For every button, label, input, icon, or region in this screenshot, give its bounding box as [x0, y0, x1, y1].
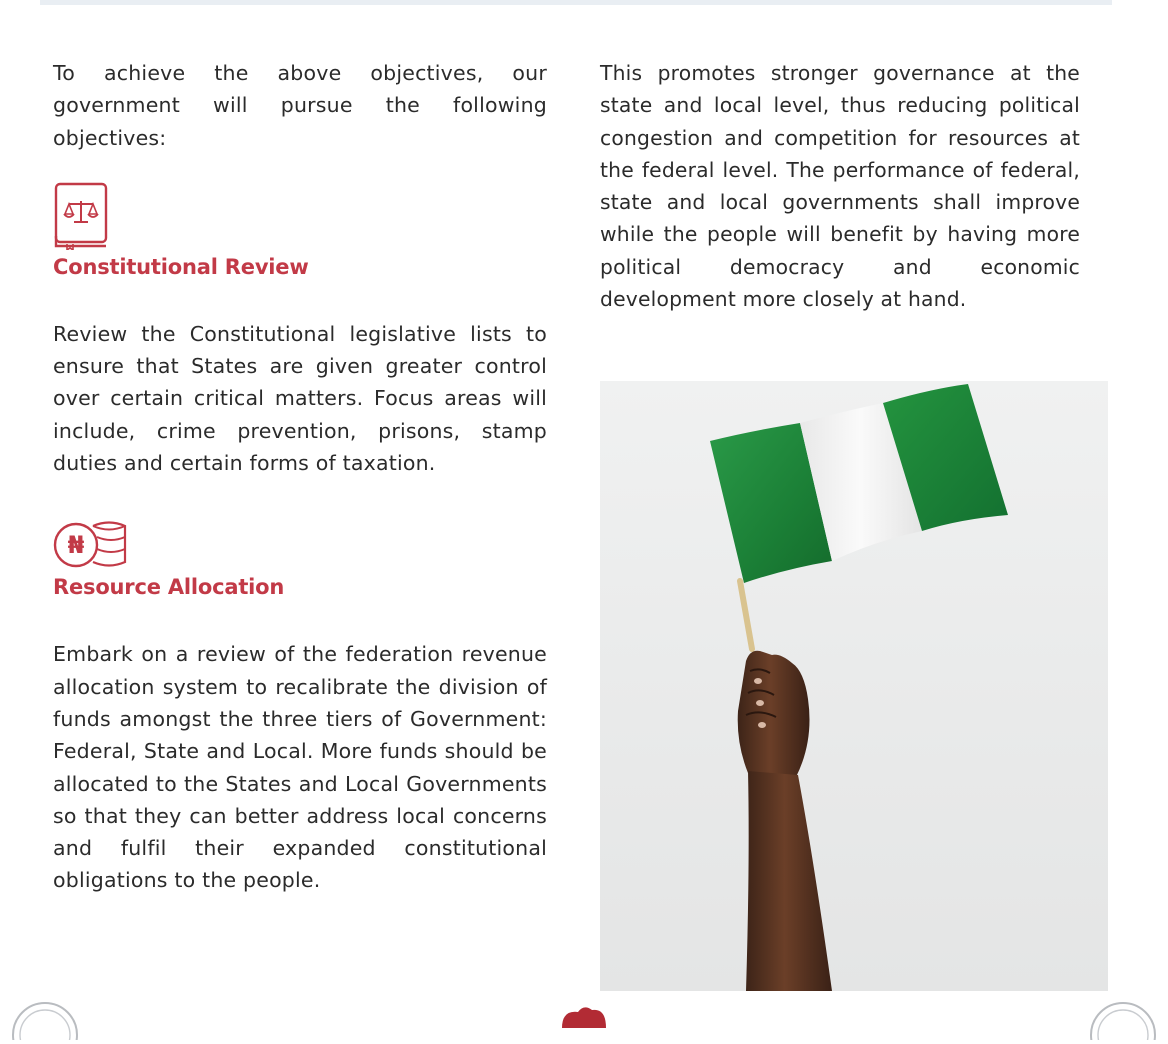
naira-coins-icon [53, 520, 123, 570]
section-body-resource-allocation: Embark on a review of the federation revenue allocation system to recalibrate the division of funds amongst the three tiers of Government: Federal, State and Local. More funds should be allocated to the States and Local Governments so that they can better address local concerns and fulfil their expanded constitutional obligations to the people. [53, 642, 547, 893]
footer-seal-right [1088, 1000, 1158, 1044]
footer-logo-mark [556, 1004, 612, 1032]
footer-seal-left [10, 1000, 80, 1044]
nigerian-flag-photo [600, 381, 1108, 991]
law-book-icon [53, 182, 123, 250]
svg-text:₦: ₦ [67, 531, 85, 560]
intro-paragraph: To achieve the above objectives, our government will pursue the following objectives: [53, 61, 547, 150]
left-column [53, 57, 547, 897]
top-divider [40, 0, 1112, 5]
governance-paragraph: This promotes stronger governance at the state and local level, thus reducing political congestion and competition for resources at the federal level. The performance of federal, state and local governments shall improve while the people will benefit by having more political democracy and economic development more closely at hand. [600, 61, 1080, 312]
section-body-constitutional-review: Review the Constitutional legislative lists to ensure that States are given greater control over certain critical matters. Focus areas will include, crime prevention, prisons, stamp duties and certain forms of taxation. [53, 321, 547, 476]
right-column [600, 57, 1080, 315]
section-title-constitutional-review: Constitutional Review [53, 254, 309, 279]
section-title-resource-allocation: Resource Allocation [53, 575, 285, 600]
